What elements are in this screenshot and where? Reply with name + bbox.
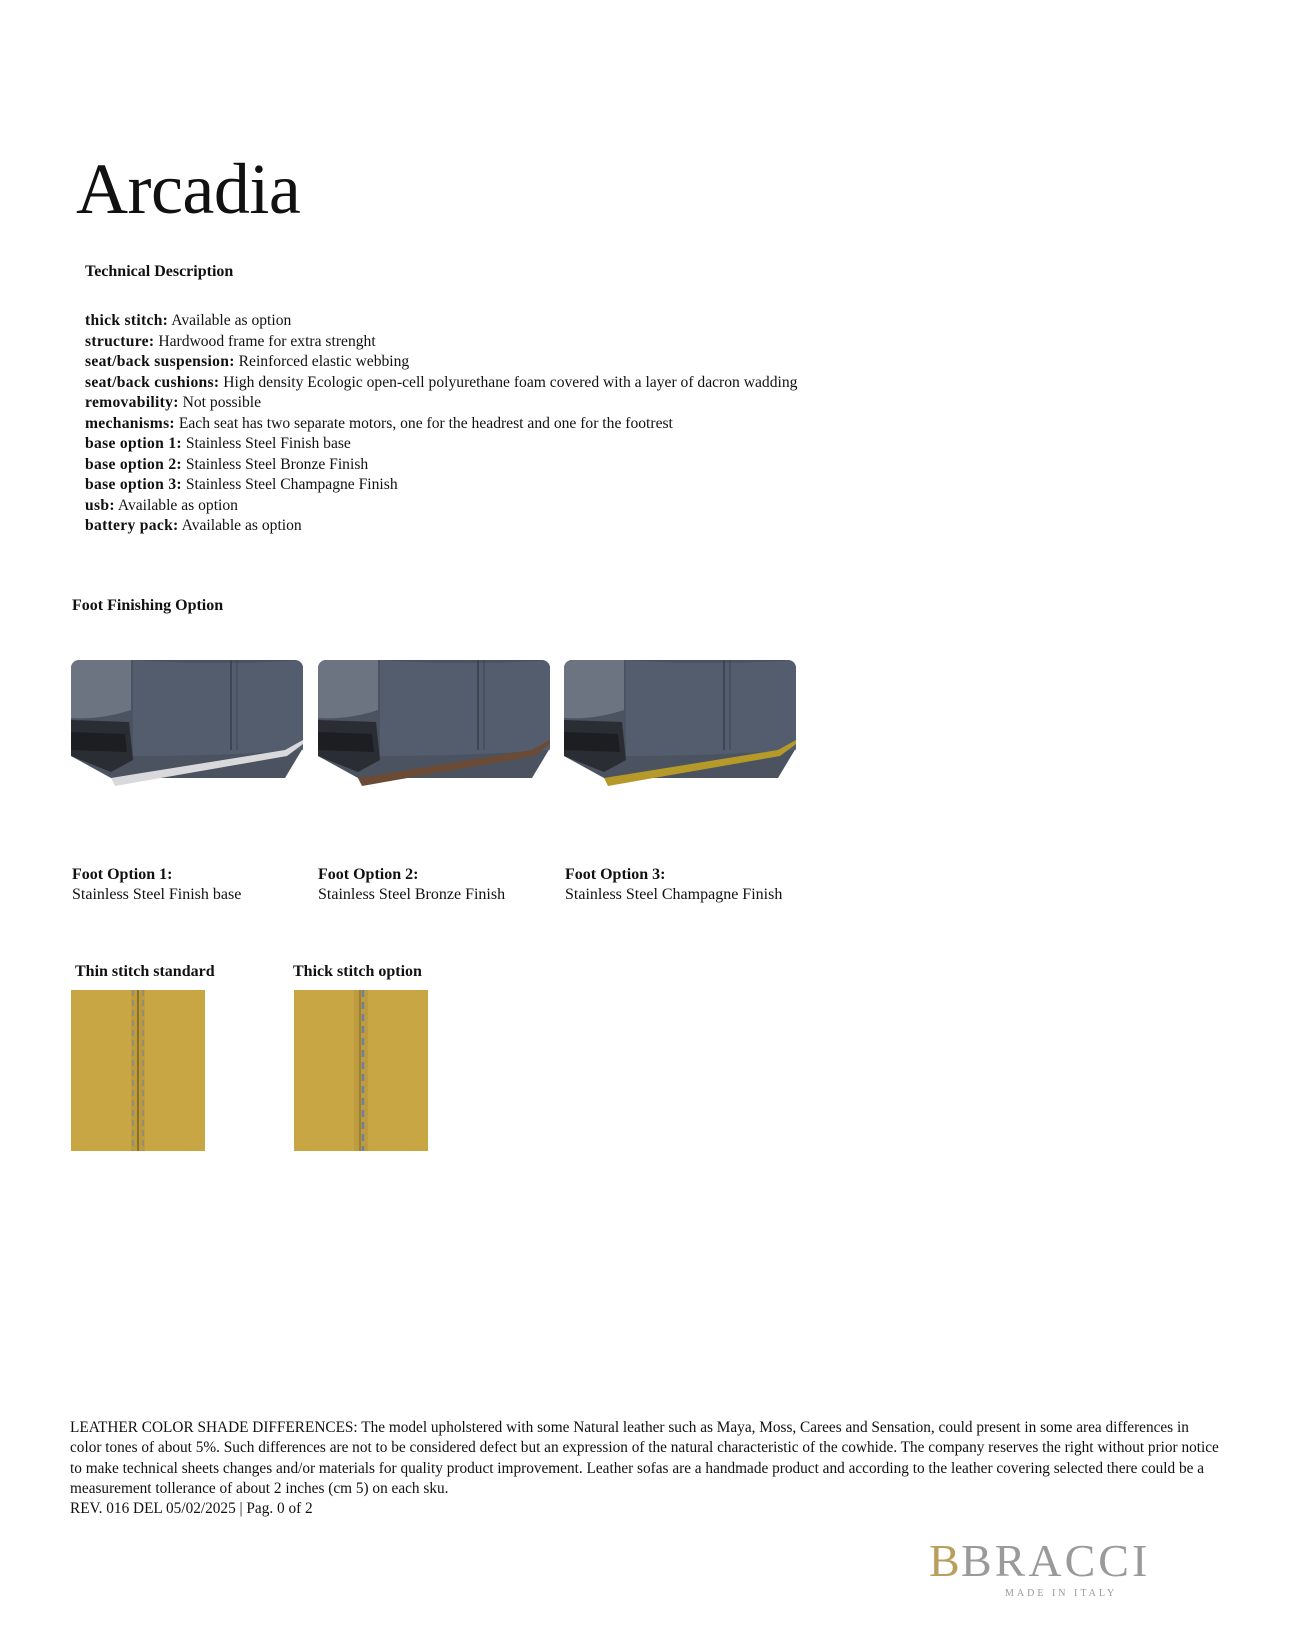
page-title: Arcadia <box>76 149 301 229</box>
spec-value: Available as option <box>171 312 292 329</box>
bracci-logo <box>925 1532 1195 1602</box>
spec-value: Stainless Steel Bronze Finish <box>185 455 369 473</box>
spec-row <box>85 373 797 394</box>
spec-value: Not possible <box>182 394 262 411</box>
spec-value: Available as option <box>181 517 302 534</box>
foot-option-2-caption <box>318 865 505 905</box>
spec-label: mechanisms: <box>85 414 175 432</box>
foot-option-1-caption <box>72 865 241 905</box>
foot-option-desc: Stainless Steel Bronze Finish <box>318 886 506 903</box>
foot-option-2-photo <box>318 660 550 822</box>
revision-footer: REV. 016 DEL 05/02/2025 | Pag. 0 of 2 <box>70 1500 313 1517</box>
disclaimer-text: LEATHER COLOR SHADE DIFFERENCES: The model upholstered with some Natural leather such as Maya, Moss, Carees and Sensation, could present in some area differences in color tones of about 5%. Such differences are not to be considered defect but an expression of the natural characteristic of the cowhide. The company reserves the right without prior notice to make technical sheets changes and/or materials for quality product improvement. Leather sofas are a handmade product and according to the leather covering selected there could be a measurement tollerance of about 2 inches (cm 5) on each sku. <box>70 1419 1219 1498</box>
foot-option-3-caption <box>565 865 782 905</box>
spec-label: usb: <box>85 496 115 514</box>
foot-finishing-heading: Foot Finishing Option <box>72 597 224 614</box>
thin-stitch-swatch <box>71 990 205 1151</box>
spec-value: Hardwood frame for extra strenght <box>158 332 376 350</box>
spec-value: Reinforced elastic webbing <box>238 353 410 370</box>
spec-row <box>85 475 797 496</box>
foot-option-title: Foot Option 2: <box>318 866 419 883</box>
spec-label: base option 1: <box>85 435 182 452</box>
spec-row <box>85 332 797 353</box>
spec-row <box>85 434 797 455</box>
spec-value: High density Ecologic open-cell polyurethane foam covered with a layer of dacron wadding <box>223 373 798 391</box>
thin-stitch-title: Thin stitch standard <box>75 963 215 980</box>
spec-label: thick stitch: <box>85 312 169 329</box>
spec-value: Stainless Steel Champagne Finish <box>185 476 398 493</box>
spec-label: base option 3: <box>85 476 182 493</box>
foot-option-desc: Stainless Steel Finish base <box>72 886 242 903</box>
spec-row <box>85 455 797 476</box>
spec-value: Available as option <box>117 496 238 514</box>
spec-list <box>85 311 797 537</box>
logo-tagline: MADE IN ITALY <box>1005 1588 1118 1599</box>
spec-label: removability: <box>85 394 179 411</box>
spec-value: Stainless Steel Finish base <box>185 435 351 452</box>
foot-option-title: Foot Option 3: <box>565 866 666 883</box>
logo-mark: B <box>929 1535 960 1586</box>
spec-row <box>85 516 797 537</box>
foot-option-title: Foot Option 1: <box>72 866 173 883</box>
thick-stitch-swatch <box>294 990 428 1151</box>
spec-row <box>85 393 797 414</box>
spec-row <box>85 414 797 435</box>
technical-description-heading: Technical Description <box>85 263 234 280</box>
foot-option-3-photo <box>564 660 796 822</box>
spec-label: base option 2: <box>85 455 182 473</box>
spec-label: structure: <box>85 332 155 350</box>
logo-name: BRACCI <box>961 1535 1151 1586</box>
foot-option-desc: Stainless Steel Champagne Finish <box>565 886 783 903</box>
foot-option-1-photo <box>71 660 303 822</box>
spec-value: Each seat has two separate motors, one for the headrest and one for the footrest <box>178 414 673 432</box>
spec-label: seat/back cushions: <box>85 373 220 391</box>
thick-stitch-title: Thick stitch option <box>293 963 422 980</box>
spec-row <box>85 352 797 373</box>
spec-row <box>85 311 797 332</box>
spec-row <box>85 496 797 517</box>
spec-label: seat/back suspension: <box>85 353 235 370</box>
spec-label: battery pack: <box>85 517 179 534</box>
